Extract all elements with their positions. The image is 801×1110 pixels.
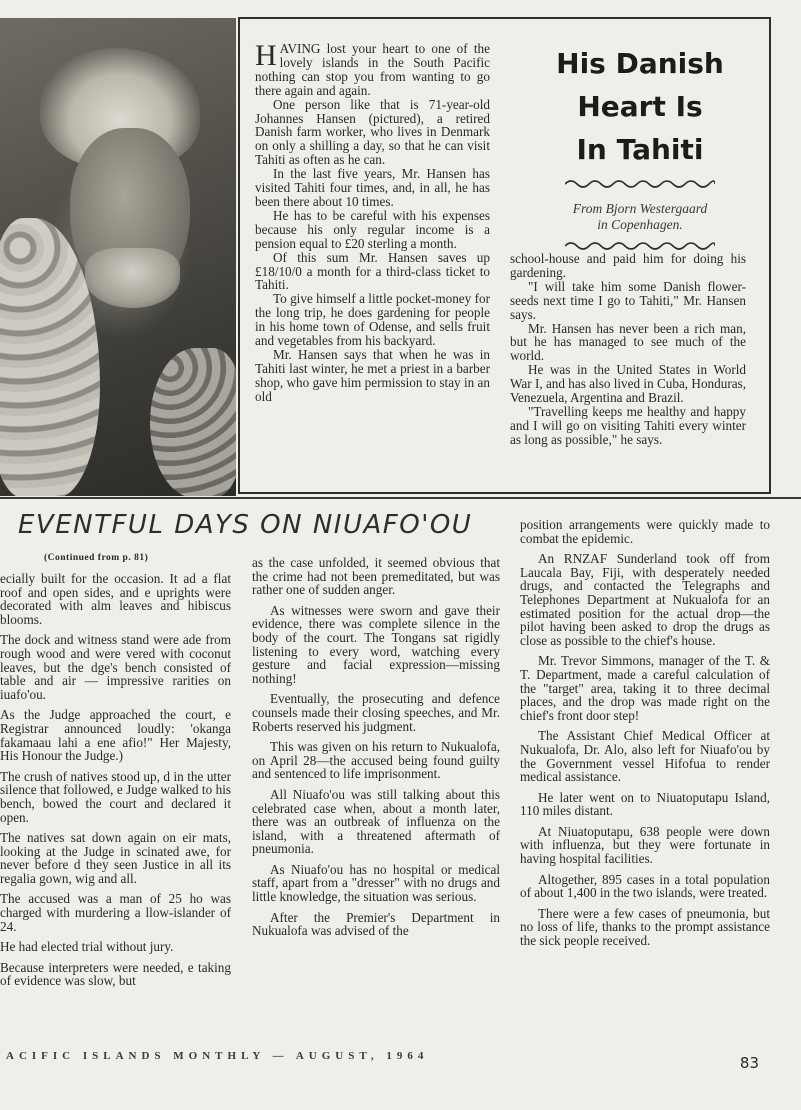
bottom-col2-paragraph-2: As witnesses were sworn and gave their evidence, there was complete silence in the body of the court. The Tongans sat rigidly listening to every word, watching every gesture and facial expression—missing nothing! xyxy=(252,602,500,686)
bottom-col1-paragraph-7: He had elected trial without jury. xyxy=(0,939,174,955)
running-footer: ACIFIC ISLANDS MONTHLY — AUGUST, 1964 xyxy=(6,1050,429,1062)
bottom-col3-paragraph-3: Mr. Trevor Simmons, manager of the T. & T. Department, made a careful calculation of the "target" area, taking it to three decimal places, and the drop was made right on the chief's front door step! xyxy=(520,653,770,723)
bottom-article-column-1 xyxy=(0,572,231,995)
bottom-col3-paragraph-7: Altogether, 895 cases in a total population of about 1,400 in the two islands, were treated. xyxy=(520,871,770,901)
bottom-col1-paragraph-3: As the Judge approached the court, e Registrar announced loudly: 'okanga fakamaau lahi a ene afio!" Her Majesty, His Honour the Judge.) xyxy=(0,707,231,764)
bottom-article-column-3 xyxy=(520,518,770,955)
headline xyxy=(512,42,768,171)
byline xyxy=(512,201,768,233)
bottom-col1-paragraph-5: The natives sat down again on eir mats, looking at the Judge in scinated awe, for never before d they seen Justice in all its regalia gown, wig and all. xyxy=(0,830,231,886)
top-paragraph-2: One person like that is 71-year-old Johannes Hansen (pictured), a retired Danish farm worker, who lives in Denmark on only a shilling a day, so that he can visit Tahiti as often as he can. xyxy=(255,96,490,168)
bottom-col3-paragraph-5: He later went on to Niuatoputapu Island, 110 miles distant. xyxy=(520,789,770,819)
headline-line-2: Heart Is xyxy=(577,90,703,123)
bottom-col2-paragraph-6: As Niuafo'ou has no hospital or medical staff, apart from a "dresser" with no drugs and little knowledge, the situation was serious. xyxy=(252,861,500,905)
bottom-col2-paragraph-3: Eventually, the prosecuting and defence counsels made their closing speeches, and Mr. Roberts reserved his judgment. xyxy=(252,691,500,734)
drop-cap: H xyxy=(255,39,277,72)
page-number: 83 xyxy=(739,1054,759,1072)
top-paragraph-1: HAVING lost your heart to one of the lovely islands in the South Pacific nothing can stop you from wanting to go there again and again. xyxy=(255,39,490,98)
bottom-col2-paragraph-7: After the Premier's Department in Nukualofa was advised of the xyxy=(252,909,500,939)
bottom-col1-paragraph-4: The crush of natives stood up, d in the utter silence that followed, e Judge walked to his bench, bowed the court and declared it open. xyxy=(0,768,231,825)
top-paragraph-6: To give himself a little pocket-money for the long trip, he does gardening for people in his home town of Odense, and sells fruit and vegetables from his backyard. xyxy=(255,291,490,349)
wavy-ornament-top xyxy=(565,177,715,191)
bottom-col2-paragraph-1: as the case unfolded, it seemed obvious that the crime had not been premeditated, but was rather one of sudden anger. xyxy=(252,555,500,598)
bottom-col2-paragraph-5: All Niuafo'ou was still talking about this celebrated case when, about a month later, there was an outbreak of influenza on the island, with a threatened aftermath of pneumonia. xyxy=(252,786,500,857)
hansen-photo xyxy=(0,18,236,496)
bottom-col3-paragraph-8: There were a few cases of pneumonia, but no loss of life, thanks to the prompt assistance the sick people received. xyxy=(520,905,770,949)
article-headline: EVENTFUL DAYS ON NIUAFO'OU xyxy=(18,510,473,540)
headline-line-3: In Tahiti xyxy=(576,133,704,166)
byline-line-2: in Copenhagen. xyxy=(597,217,683,232)
top-paragraph-4: He has to be careful with his expenses because his only regular income is a pension equal to £20 sterling a month. xyxy=(255,207,490,251)
bottom-col1-paragraph-1: ecially built for the occasion. It ad a flat roof and open sides, and e uprights were decorated with alm leaves and hibiscus blooms. xyxy=(0,572,231,627)
top-col2-paragraph-2: "I will take him some Danish flower-seeds next time I go to Tahiti," Mr. Hansen says. xyxy=(510,278,746,322)
top-article-column-2 xyxy=(510,252,746,447)
bottom-article-column-2 xyxy=(252,556,500,945)
top-paragraph-3: In the last five years, Mr. Hansen has visited Tahiti four times, and, in all, he has been there about 10 times. xyxy=(255,166,490,209)
section-divider xyxy=(0,497,801,499)
bottom-col3-paragraph-4: The Assistant Chief Medical Officer at Nukualofa, Dr. Alo, also left for Niuafo'ou by the Government vessel Hifofua to render medical assistance. xyxy=(520,728,770,785)
top-headline-block xyxy=(512,22,768,246)
top-col2-paragraph-4: He was in the United States in World War I, and has also lived in Cuba, Honduras, Venezuela, Argentina and Brazil. xyxy=(510,362,746,406)
bottom-col1-paragraph-8: Because interpreters were needed, e taking of evidence was slow, but xyxy=(0,959,231,989)
continued-note: (Continued from p. 81) xyxy=(44,553,149,563)
bottom-col1-paragraph-6: The accused was a man of 25 ho was charged with murdering a llow-islander of 24. xyxy=(0,891,231,934)
bottom-col2-paragraph-4: This was given on his return to Nukualofa, on April 28—the accused being found guilty and sentenced to life imprisonment. xyxy=(252,739,500,782)
top-col2-paragraph-5: "Travelling keeps me healthy and happy and I will go on visiting Tahiti every winter as long as possible," he says. xyxy=(510,403,746,447)
bottom-col3-paragraph-6: At Niuatoputapu, 638 people were down with influenza, but they were fortunate in having hospital facilities. xyxy=(520,823,770,867)
bottom-col1-paragraph-2: The dock and witness stand were ade from rough wood and were vered with coconut leaves, but the dge's bench consisted of table and air — impressive rarities on iuafo'ou. xyxy=(0,632,231,702)
top-col2-paragraph-1: school-house and paid him for doing his gardening. xyxy=(510,251,746,280)
beard xyxy=(85,248,180,308)
top-paragraph-7: Mr. Hansen says that when he was in Tahiti last winter, he met a priest in a barber shop, who gave him permission to stay in an old xyxy=(255,346,490,404)
headline-line-1: His Danish xyxy=(556,47,724,80)
top-paragraph-5: Of this sum Mr. Hansen saves up £18/10/0 a month for a third-class ticket to Tahiti. xyxy=(255,249,490,293)
bottom-col3-paragraph-1: position arrangements were quickly made to combat the epidemic. xyxy=(520,517,770,546)
byline-line-1: From Bjorn Westergaard xyxy=(572,201,708,216)
top-col2-paragraph-3: Mr. Hansen has never been a rich man, but he has managed to see much of the world. xyxy=(510,320,746,364)
flower-lei-right xyxy=(150,348,236,496)
top-article-column-1 xyxy=(255,39,490,404)
bottom-col3-paragraph-2: An RNZAF Sunderland took off from Laucala Bay, Fiji, with desperately needed drugs, and contacted the Telegraphs and Telephones Department at Nukualofa for an estimated position for the actual drop—the pilot having been asked to drop the drugs as close as possible to the chief's house. xyxy=(520,551,770,648)
